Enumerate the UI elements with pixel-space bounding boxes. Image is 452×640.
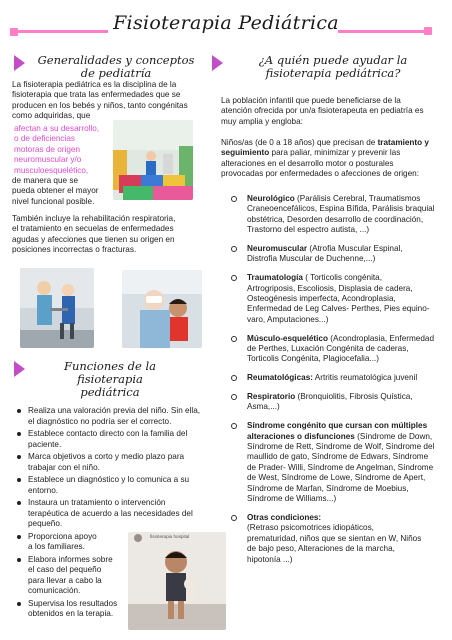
text-line: de manera que se: [12, 176, 78, 185]
list-item: [14, 599, 134, 620]
pink-line: motoras de origen: [14, 144, 80, 154]
text-span: ( Torticolis congénita,: [302, 273, 382, 283]
text-line: Torticolis Congénita, Plagiocefalia...): [247, 354, 379, 364]
text-line: obstétrica, Desorden desarrollo de coordinación,: [247, 214, 424, 224]
text-line: paciente.: [28, 439, 62, 449]
bullet-icon: [17, 409, 21, 413]
rehab-paragraph: [12, 214, 212, 256]
therapist-child-photo: [122, 270, 202, 348]
condition-heading: Neurológico: [247, 194, 295, 203]
therapy-room-photo: [113, 120, 193, 200]
list-item-musculo-esqueletico: [221, 334, 447, 365]
text-line: Síndrome de Williams...): [247, 494, 337, 504]
text-line: Proporciona apoyo: [28, 531, 97, 541]
bold-span: seguimiento: [221, 148, 270, 158]
text-line: obtenidos en la terapia.: [28, 609, 114, 619]
text-line: Síndrome de Marfan, Síndrome de Moebius,: [247, 483, 409, 493]
section-title-generalidades: Generalidades y conceptos de pediatría: [37, 53, 195, 80]
pink-line: neuromuscular y/o: [14, 155, 82, 165]
circle-bullet-icon: [231, 196, 237, 202]
text-line: atención ofrecida por un/a fisioterapeuta en pediatría es: [221, 106, 424, 116]
text-line: comunicación.: [28, 586, 81, 596]
text-line: (Retraso psicomotrices idiopáticos,: [247, 523, 374, 533]
intro-line: como adquiridas, que: [12, 111, 91, 121]
circle-bullet-icon: [231, 423, 237, 429]
list-item-traumatologia: [221, 273, 447, 325]
photo-caption: fisioterapia hospital: [150, 534, 190, 539]
text-line: trabajar con el niño.: [28, 462, 100, 472]
text-line: entorno.: [28, 485, 59, 495]
intro-line: La fisioterapia pediátrica es la disciplina de la: [12, 80, 177, 89]
bullet-icon: [17, 455, 21, 459]
list-item-reumatologicas: [221, 373, 447, 383]
text-line: terapéutica de acuerdo a las necesidades del: [28, 508, 193, 518]
pink-highlight-text: [14, 124, 114, 176]
intro-line: fisioterapia que trata las enfermedades que se: [12, 90, 181, 100]
list-item: [14, 452, 214, 473]
functional-level-text: [12, 176, 112, 207]
text-line: pequeño.: [28, 519, 63, 529]
text-span: (Parálisis Cerebral, Traumatismos: [294, 194, 421, 203]
bullet-icon: [17, 432, 21, 436]
circle-bullet-icon: [231, 336, 237, 342]
text-line: hipotonía ...): [247, 554, 293, 564]
text-line: Osteogénesis imperfecta, Acondroplasia,: [247, 294, 396, 304]
section-title-funciones: Funciones de la fisioterapia pediátrica: [64, 359, 156, 399]
condition-heading: Otras condiciones:: [247, 512, 322, 522]
text-line: de bajo peso, Alteraciones de la marcha,: [247, 544, 395, 554]
text-line: También incluye la rehabilitación respiratoria,: [12, 214, 176, 223]
text-line: de West, Síndrome de Lowe, Síndrome de Apert,: [247, 473, 426, 483]
list-item-respiratorio: [221, 392, 447, 413]
text-span: (Atrofia Muscular Espinal,: [307, 244, 403, 254]
list-item: [14, 429, 214, 450]
text-line: alteraciones en el desarrollo motor o posturales: [221, 158, 394, 168]
text-span: (Síndrome de Down,: [354, 431, 433, 441]
condition-heading: Traumatología: [247, 273, 303, 283]
text-line: nivel funcional posible.: [12, 196, 95, 206]
circle-bullet-icon: [231, 375, 237, 381]
condition-heading: Neuromuscular: [247, 244, 308, 254]
text-line: Marca objetivos a corto y medio plazo para: [28, 451, 185, 461]
age-paragraph: [221, 138, 447, 180]
condition-heading: Síndrome congénito que cursan con múltiples: [247, 421, 428, 431]
list-item-sindrome-congenito: [221, 421, 447, 504]
list-item-otras-condiciones: [221, 513, 447, 565]
list-item: [14, 406, 214, 427]
text-line: el diagnóstico no podría ser el correcto.: [28, 416, 172, 426]
circle-bullet-icon: [231, 394, 237, 400]
bullet-icon: [17, 501, 21, 505]
circle-bullet-icon: [231, 515, 237, 521]
text-line: Artrogriposis, Escoliosis, Displasia de cadera,: [247, 283, 413, 293]
text-line: Supervisa los resultados: [28, 598, 118, 608]
text-line: Establece un diagnóstico y lo comunica a su: [28, 474, 190, 484]
condition-heading: Respiratorio: [247, 392, 296, 402]
list-item: [14, 475, 214, 496]
list-item: [14, 532, 124, 553]
text-line: de Prader- Willi, Síndrome de Angelman, Síndrome: [247, 462, 434, 472]
text-line: Trastorno del espectro autista, ...): [247, 225, 370, 235]
text-line: Síndrome de Rett, Síndrome de Wolf, Síndrome del: [247, 442, 435, 452]
population-paragraph: [221, 96, 447, 127]
gait-training-photo: [20, 268, 94, 348]
intro-line: producen en los bebés y niños, tanto congénitas: [12, 100, 188, 110]
section-marker-icon: [212, 55, 223, 71]
list-item: [14, 498, 214, 530]
bold-span: tratamiento y: [377, 138, 429, 147]
page-title: Fisioterapia Pediátrica: [113, 12, 339, 34]
condition-heading: alteraciones o disfunciones: [247, 431, 355, 441]
text-line: Elabora informes sobre: [28, 554, 113, 564]
text-line: provocadas por enfermedades o afecciones de origen:: [221, 169, 419, 179]
text-line: Establece contacto directo con la familia del: [28, 428, 188, 438]
text-line: el caso del pequeño: [28, 565, 102, 575]
list-item: [14, 555, 124, 597]
conditions-list: [221, 194, 447, 573]
text-line: Craneoencefálicos, Espina Bífida, Parálisis braquial: [247, 204, 435, 214]
condition-heading: Reumatológicas:: [247, 373, 313, 383]
text-line: prematuridad, niños que se sientan en W, Niños: [247, 533, 422, 543]
pink-line: musculoesquelético,: [14, 165, 89, 175]
text-span: (Acondroplasia, Enfermedad: [327, 333, 435, 343]
condition-heading: Músculo-esquelético: [247, 333, 328, 343]
text-line: Realiza una valoración previa del niño. Sin ella,: [28, 406, 201, 415]
text-span: (Bronquiolitis, Fibrosis Quística,: [295, 392, 413, 402]
text-line: varo, Amputaciones...): [247, 314, 329, 324]
text-span: Niños/as (de 0 a 18 años) que precisan de: [221, 138, 378, 147]
text-span: para paliar, minimizar y prevenir las: [269, 148, 401, 158]
section-title-quien: ¿A quién puede ayudar la fisioterapia pediátrica?: [258, 53, 408, 80]
circle-bullet-icon: [231, 246, 237, 252]
pink-line: o de deficiencias: [14, 134, 75, 144]
bullet-icon: [17, 558, 21, 562]
circle-bullet-icon: [231, 275, 237, 281]
list-item-neuromuscular: [221, 244, 447, 265]
text-line: maullido de gato, Síndrome de Edwars, Síndrome: [247, 452, 429, 462]
section-marker-icon: [14, 361, 25, 377]
pink-line: afectan a su desarrollo,: [14, 124, 100, 133]
child-standing-photo: [128, 532, 226, 630]
text-line: muy amplia y engloba:: [221, 116, 303, 126]
text-line: el tratamiento en secuelas de enfermedades: [12, 224, 174, 234]
text-line: a los familiares.: [28, 542, 85, 552]
bullet-icon: [17, 535, 21, 539]
text-span: Artritis reumatológica juvenil: [312, 373, 418, 383]
text-line: Enfermedad de Leg Calves- Perthes, Pies equino-: [247, 304, 430, 314]
text-line: La población infantil que puede beneficiarse de la: [221, 96, 401, 105]
intro-paragraph: [12, 80, 212, 122]
text-line: Instaura un tratamiento o intervención: [28, 497, 166, 507]
bullet-icon: [17, 602, 21, 606]
text-line: Asma,...): [247, 402, 280, 412]
list-item-neurologico: [221, 194, 447, 236]
text-line: Distrofia Muscular de Duchenne,...): [247, 254, 376, 264]
section-marker-icon: [14, 55, 25, 71]
text-line: posiciones incorrectas o fracturas.: [12, 245, 137, 255]
text-line: para llevar a cabo la: [28, 575, 102, 585]
text-line: pueda obtener el mayor: [12, 186, 99, 196]
text-line: de Perthes, Luxación Congénita de caderas,: [247, 344, 409, 354]
text-line: agudas y afecciones que tienen su origen en: [12, 234, 175, 244]
bullet-icon: [17, 478, 21, 482]
